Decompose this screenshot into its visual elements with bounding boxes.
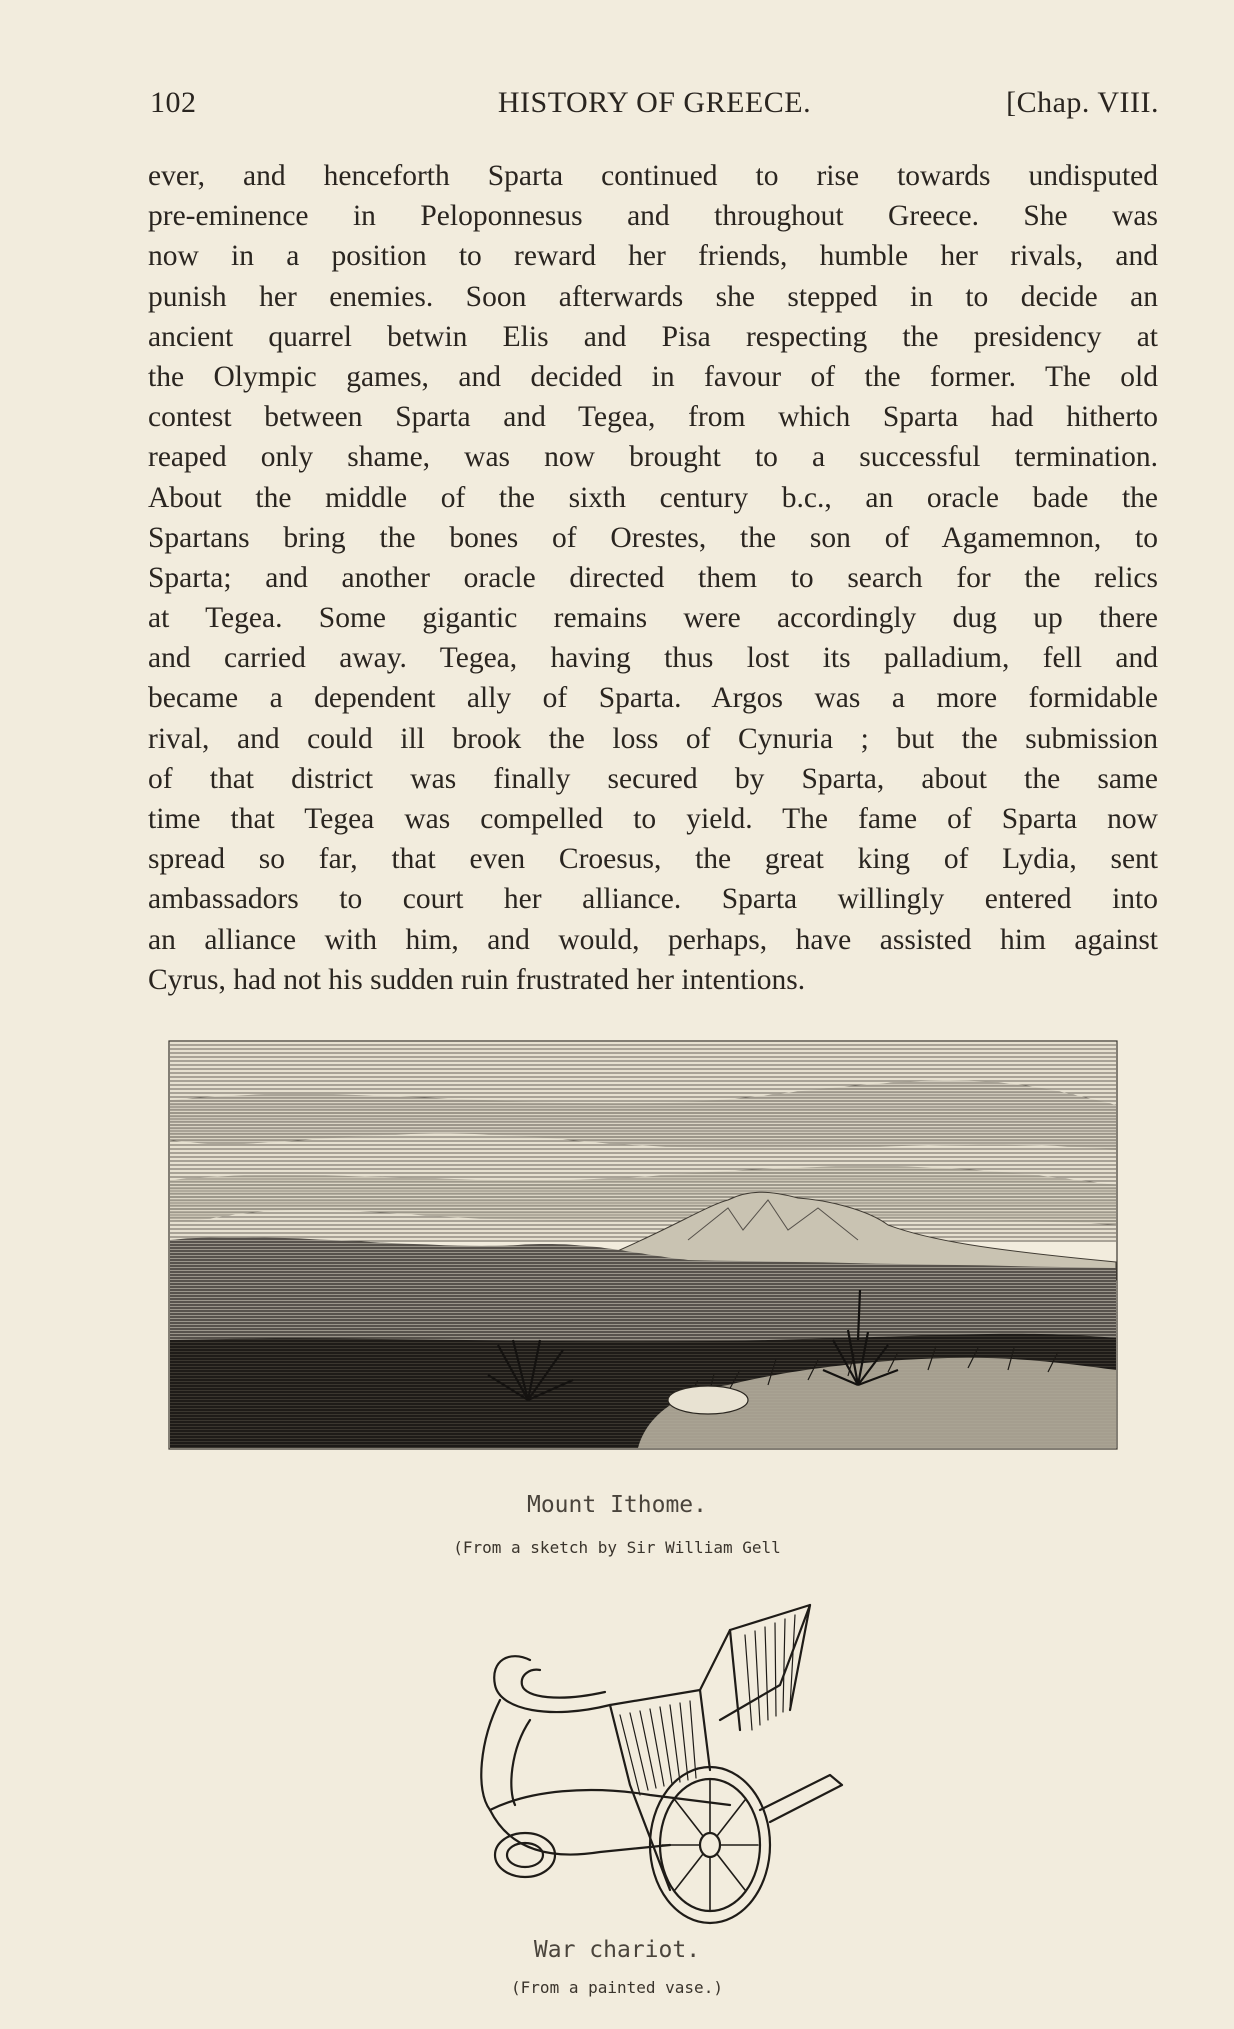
text-line: pre-eminence in Peloponnesus and throughout Greece. She was bbox=[148, 200, 1158, 233]
figure-source: (From a painted vase.) bbox=[511, 1978, 723, 1997]
text-line: ever, and henceforth Sparta continued to rise towards undisputed bbox=[148, 160, 1158, 192]
text-line: Sparta; and another oracle directed them to search for the relics bbox=[148, 561, 1158, 594]
text-line: at Tegea. Some gigantic remains were accordingly dug up there bbox=[148, 602, 1158, 635]
running-header bbox=[150, 86, 1159, 126]
text-line: now in a position to reward her friends, humble her rivals, and bbox=[148, 240, 1158, 273]
text-line: reaped only shame, was now brought to a successful termination. bbox=[148, 441, 1158, 474]
chapter-label: [Chap. VIII. bbox=[1006, 86, 1159, 119]
text-line: spread so far, that even Croesus, the great king of Lydia, sent bbox=[148, 843, 1158, 876]
text-line: time that Tegea was compelled to yield. The fame of Sparta now bbox=[148, 803, 1158, 835]
text-line-last: Cyrus, had not his sudden ruin frustrated her intentions. bbox=[148, 963, 806, 996]
figure-caption: Mount Ithome. bbox=[526, 1492, 707, 1518]
running-title: HISTORY OF GREECE. bbox=[497, 86, 812, 119]
page-number: 102 bbox=[150, 86, 197, 119]
figure-source: (From a sketch by Sir William Gell bbox=[453, 1538, 781, 1557]
body-paragraph bbox=[148, 156, 1158, 1000]
text-line: contest between Sparta and Tegea, from which Sparta had hitherto bbox=[148, 401, 1158, 434]
text-line: ambassadors to court her alliance. Sparta willingly entered into bbox=[148, 883, 1158, 916]
text-line: and carried away. Tegea, having thus lost its palladium, fell and bbox=[148, 642, 1158, 675]
text-line: the Olympic games, and decided in favour of the former. The old bbox=[148, 360, 1158, 393]
mount-ithome-engraving bbox=[168, 1040, 1118, 1450]
war-chariot-drawing bbox=[470, 1590, 850, 1930]
text-line: an alliance with him, and would, perhaps, have assisted him against bbox=[148, 923, 1158, 956]
text-line: of that district was finally secured by Sparta, about the same bbox=[148, 762, 1158, 795]
text-line: About the middle of the sixth century b.c., an oracle bade the bbox=[148, 481, 1158, 514]
text-line: became a dependent ally of Sparta. Argos was a more formidable bbox=[148, 682, 1158, 715]
figure-caption: War chariot. bbox=[533, 1937, 701, 1963]
text-line: Spartans bring the bones of Orestes, the son of Agamemnon, to bbox=[148, 521, 1158, 554]
text-line: ancient quarrel betwin Elis and Pisa respecting the presidency at bbox=[148, 320, 1158, 353]
text-line: punish her enemies. Soon afterwards she stepped in to decide an bbox=[148, 280, 1158, 313]
text-line: rival, and could ill brook the loss of Cynuria ; but the submission bbox=[148, 722, 1158, 755]
